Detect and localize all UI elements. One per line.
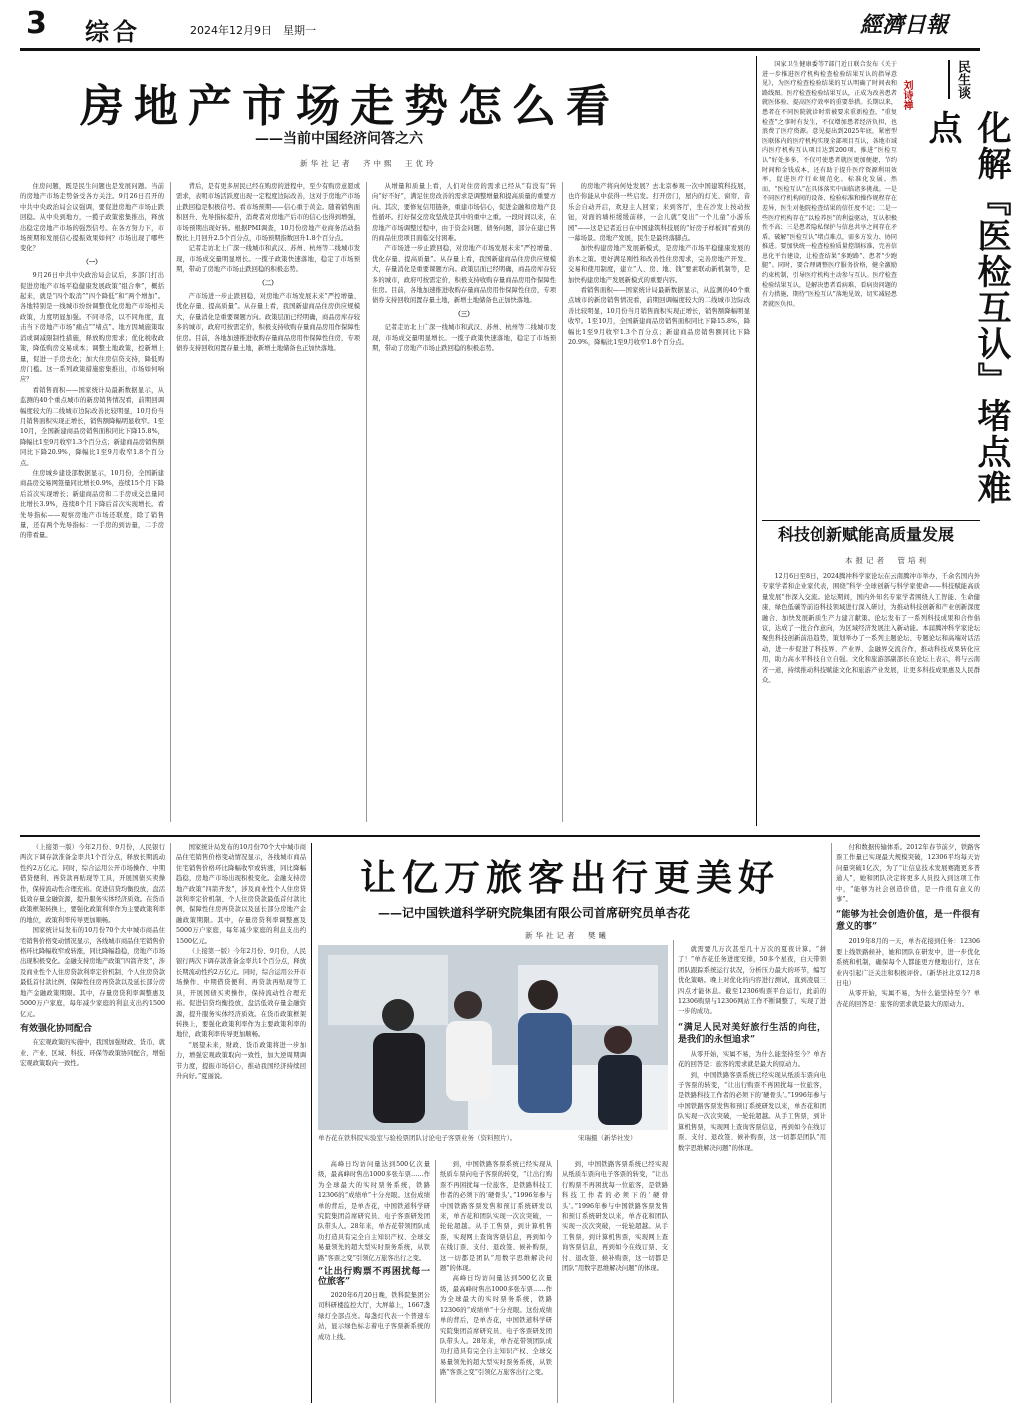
column-divider (831, 843, 832, 1403)
article4-title: 科技创新赋能高质量发展 (778, 525, 955, 544)
article2-byline: 新华社记者 樊曦 (525, 931, 609, 940)
news-photo (318, 945, 668, 1130)
body-paragraph: 到，中国铁路客票系统已经实现从纸质车票向电子客票的转变，“让出行购票不再困扰每一位旅客，是铁路科技工作者的必须下的‘硬骨头’。”1996年参与中国铁路客票发售和预订系统研发以来，单杏花和团队实现一次次突破，一轮轮超越。从手工售票，到计算机售票，实现网上查询客票信息，再到如今在线订票、支付、退改签、候补购票，这一切都是团队“用数字思维解决问题”的体现。 (440, 1161, 552, 1273)
body-paragraph: 12月6日至8日，2024腾冲科学家论坛在云南腾冲市举办，千余名国内外专家学者和企业家代表，围绕“科学·全球创新与科学家使命——科技赋能高质量发展”作深入交流。论坛期间，国内外知名专家学者围绕人工智能、生命健康、绿色低碳等前沿科技领域进行深入研讨，为推动科技创新和产业创新深度融合、加快发展新质生产力建言献策。论坛发布了一系列科技成果和合作倡议，达成了一批合作意向，为区域经济发展注入新动能。本届腾冲科学家论坛聚焦科技创新前沿趋势，策划举办了一系列主题论坛、专题论坛和高端对话活动，进一步促进了科技界、产业界、金融界交流合作，推动科技成果转化应用，助力高水平科技自立自强。文化和旅游部副部长在论坛上表示，将与云南省一道，持续推动科技赋能文化和旅游产业发展，让更多科技成果惠及人民群众。 (762, 573, 980, 685)
column-divider (562, 182, 563, 822)
body-paragraph: 记者走访北上广深一线城市和武汉、苏州、杭州等二线城市发现，市场成交量明显增长。一揽子政策快速落地，稳定了市场预期，带动了房地产市场止跌回稳的积极态势。 (372, 324, 556, 353)
body-paragraph: 国家统计局发布的10月份70个大中城市商品住宅销售价格变动情况显示，各线城市商品住宅销售价格环比降幅收窄或转涨，同比降幅趋稳，房地产市场出现积极变化。金融支持房地产政策“四箭齐发”，涉及商业性个人住房贷款利率定价机制、个人住房贷款最低首付款比例、保障性住房再贷款以及延长部分房地产金融政策期限。其中，存量房贷利率调整惠及5000万户家庭，每年减少家庭的利息支出约1500亿元。 (176, 844, 306, 945)
body-paragraph: 9月26日中共中央政治局会议后，多部门打出促进房地产市场平稳健康发展政策“组合拳”，概括起来，就是“四个取消”“四个降低”和“两个增加”。各地特别是一线城市纷纷调整优化房地产市场相关政策，力度明显加强。不同寻常，以不同角度，直击当下房地产市场“痛点”“堵点”。地方因城施策取消或调减限制性措施，释放购房需求；优化税收政策，降低购房交易成本；调整土地政策，控新增上量，促进一手房去化；加大住房信贷支持，降低购房门槛。这一系列政策措施密集推出，市场如何响应？ (20, 272, 164, 384)
body-paragraph: 看销售面积——国家统计局最新数据显示，从监测的40个重点城市的新房销售情况看，前期回调幅度较大的二线城市边际改善比较明显，10月份当月销售面积实现正增长，销售额降幅明显收窄。1至10月，全国新建商品房销售面积同比下降15.8%，降幅比1至9月收窄1.3个百分点；新建商品房销售额同比下降20.9%，降幅比1至9月收窄1.8个百分点。 (20, 386, 164, 467)
article2-title: 让亿万旅客出行更美好 (360, 857, 781, 899)
section-heading: （三） (454, 310, 474, 318)
header-rule (20, 48, 980, 51)
body-paragraph: 从零开始，实属不易，为什么能坚持至今？单杏花的回答是：旅客的需求就是最大的原动力。 (836, 990, 980, 1008)
column-divider (170, 182, 171, 822)
column-divider (557, 1160, 558, 1403)
column-tag: 民生谈 (948, 60, 972, 99)
body-paragraph: 从零开始，实属不易，为什么能坚持至今？单杏花的回答是：旅客的需求就是最大的原动力。 (678, 1050, 826, 1069)
commentary-body (762, 60, 897, 515)
body-paragraph: 住房问题，既是民生问题也是发展问题。当前的房地产市场走势备受各方关注。9月26日召开的中共中央政治局会议强调，要促进房地产市场止跌回稳。从中央到地方，一揽子政策密集推出，释放出稳定房地产市场的强烈信号。在各方努力下，市场预期和发展信心提振效果如何？市场出现了哪些变化？ (20, 183, 164, 253)
column-divider (673, 940, 674, 1403)
body-paragraph: 高峰日均访问量达到500亿次量级，最高峰时售出1000多张车票……作为全球最大的实时票务系统，铁路12306的“成绩单”十分亮眼。这份成绩单的背后，是单杏花，中国铁道科学研究院集团首席研究员、电子客票研发团队带头人。28年来，单杏花带领团队成功打造具有完全自主知识产权、全球交易量领先的超大型实时票务系统，从铁路“客票之变”引领亿万旅客出行之变。 (440, 1275, 552, 1377)
column-divider (435, 1160, 436, 1403)
section-heading: （二） (258, 279, 278, 287)
article2-column-5 (836, 843, 980, 1403)
column-divider (366, 182, 367, 822)
photo-illustration (318, 945, 668, 1130)
body-paragraph: 付和数据传输体系。2012年春节前夕，铁路客票工作量已实现最大规模突破，12306平均每天访问量突破1亿次，为了“让信息技术发展赛跑更多普通人”，她和团队决定将更多人员投入到这项工作中，“能够为社会创造价值，是一件很有意义的事”。 (836, 844, 980, 904)
article1-title: 房地产市场走势怎么看 (80, 81, 620, 132)
body-paragraph: 2020年6月20日晚，铁科院集团公司科研楼监控大厅，大屏幕上，1667盏绿灯全部点亮。每盏灯代表一个普速车站，显示绿色标志着电子客票新系统的成功上线。 (318, 1291, 430, 1341)
body-paragraph: 记者走访北上广深一线城市和武汉、苏州、杭州等二线城市发现，市场成交量明显增长。一揽子政策快速落地，稳定了市场预期，带动了房地产市场止跌回稳的积极态势。 (176, 245, 360, 274)
section-heading: （一） (82, 258, 102, 266)
section-name: 综合 (85, 17, 141, 46)
commentary-author: 刘诗禅 (901, 80, 912, 110)
newspaper-logo: 經濟日報 (860, 12, 949, 38)
body-paragraph: 产市场进一步止跌回稳，对房地产市场发展未来“严控增量、优化存量、提高质量”。从存量上看，我国新建商品住房供应规模大，存量消化是重要课题方向。政策层面已经明确，商品房库存较多的城市，政府可按需定价，积极支持收购存量商品房用作保障性住房。目前，各地加速推进收购存量商品房用作保障性住房，专项债券支持回收闲置存量土地，新增土地储备也正加快落地。 (176, 293, 360, 353)
body-paragraph: （上接第一版）今年2月份、9月份，人民银行两次下调存款准备金率共1个百分点，释放长期流动性约2万亿元。同时，综合运用公开市场操作、中期借贷便利、再贷款再贴现等工具，开展国债买卖操作，保持流动性合理充裕。促进信贷均衡投放，盘活低效存量金融资源，提升服务实体经济质效。在货币政策框架转换上，要强化政策利率作为主要政策利率的地位，政策利率传导更加顺畅。 (20, 844, 165, 924)
issue-date: 2024年12月9日 星期一 (190, 24, 316, 37)
article2-subtitle: ——记中国铁道科学研究院集团有限公司首席研究员单杏花 (378, 906, 691, 920)
body-paragraph: 住房城乡建设部数据显示，10月份，全国新建商品房交易网签量同比增长0.9%，连续15个月下降后首次实现增长；新建商品房和二手房成交总量同比增长3.9%，连续8个月下降后首次实现增长。看先导指标——观察房地产市场还联度，除了销售量，还有两个先导指标：一手房的到访量，二手房的带看量。 (20, 469, 164, 540)
body-paragraph: 2019年8月的一天，单杏花接到任务：12306要上线铁路候补，她和团队在研发中，进一步优化系统和机制，确保每个人都能更方便地出行，这在业内引起广泛关注和积极评价。（新华社北京12月8日电） (836, 938, 980, 988)
article1-column-2 (176, 182, 360, 822)
subheading: “满足人民对美好旅行生活的向往，是我们的永恒追求” (678, 1022, 826, 1045)
body-paragraph: 背后，是有更多居民已经在购房的进程中，至少有购房意愿或需求，表明市场活跃度出现一定程度边际改善，这对于房地产市场止跌回稳是积极信号。看市场预期——信心重于黄金。随着销售面积回升、先导指标提升，消费者对房地产后市的信心也得到增强，市场预期出现好转。根据PMI调查，10月份房地产业商务活动指数比上月回升2.5个百分点，市场预期指数回升1.8个百分点。 (176, 183, 360, 243)
body-paragraph: （上接第一版）今年2月份、9月份，人民银行两次下调存款准备金率共1个百分点，释放长期流动性约2万亿元。同时，综合运用公开市场操作、中期借贷便利、再贷款再贴现等工具，开展国债买卖操作，保持流动性合理充裕。促进信贷均衡投放，盘活低效存量金融资源，提升服务实体经济质效。在货币政策框架转换上，要强化政策利率作为主要政策利率的地位，政策利率传导更加顺畅。 (176, 948, 306, 1039)
section-rule (20, 835, 980, 837)
article1-column-3 (372, 182, 556, 822)
body-paragraph: 国家统计局发布的10月份70个大中城市商品住宅销售价格变动情况显示，各线城市商品住宅销售价格环比降幅收窄或转涨，同比降幅趋稳，房地产市场出现积极变化。金融支持房地产政策“四箭齐发”，涉及商业性个人住房贷款利率定价机制、个人住房贷款最低首付款比例、保障性住房再贷款以及延长部分房地产金融政策期限。其中，存量房贷利率调整惠及5000万户家庭，每年减少家庭的利息支出约1500亿元。 (20, 927, 165, 1018)
subheading: “能够为社会创造价值，是一件很有意义的事” (836, 910, 980, 933)
body-paragraph: 到，中国铁路客票系统已经实现从纸质车票向电子客票的转变，“让出行购票不再困扰每一位旅客，是铁路科技工作者的必须下的‘硬骨头’。”1996年参与中国铁路客票发售和预订系统研发以来，单杏花和团队实现一次次突破，一轮轮超越。从手工售票，到计算机售票，实现网上查询客票信息，再到如今在线订票、支付、退改签、候补购票，这一切都是团队“用数字思维解决问题”的体现。 (562, 1161, 668, 1273)
body-paragraph: 在宏观政策的实施中，我国加强财政、货币、就业、产业、区域、科技、环保等政策协同配合，增强宏观政策取向一致性。 (20, 1039, 165, 1068)
body-paragraph: 看销售面积——国家统计局最新数据显示，从监测的40个重点城市的新房销售情况看，前期回调幅度较大的二线城市边际改善比较明显，10月份当月销售面积实现正增长，销售额降幅明显收窄。1至10月，全国新建商品房销售面积同比下降15.8%，降幅比1至9月收窄1.3个百分点；新建商品房销售额同比下降20.9%，降幅比1至9月收窄1.8个百分点。 (568, 287, 750, 347)
column-divider (170, 843, 171, 1403)
subheading: 有效强化协同配合 (20, 1023, 93, 1034)
body-paragraph: 的房地产将向何处发展？去北京参观一次中国建筑科技展，也许你能从中获得一些启发。打开房门，屋内的灯光、窗帘、音乐会自动开启，欢迎主人回家；来到客厅，坐在沙发上按动按钮，对面的墙柜缓缓前移，一会儿就“变出”一个儿童“小游乐园”——这是记者近日在中国建筑科技展的“好房子样板间”看到的一幕场景。房地产发展，民生是最终落脚点。 (568, 183, 750, 243)
article4-byline: 本报记者 管培利 (845, 556, 929, 565)
subheading: “让出行购票不再困扰每一位旅客” (318, 1267, 430, 1288)
article2-column-1 (318, 1160, 430, 1403)
article1-byline: 新华社记者 齐中熙 王优玲 (300, 159, 437, 168)
body-paragraph: “展望未来，财政、货币政策将进一步加力，增强宏观政策取向一致性，加大逆周期调节力度，提振市场信心，推动我国经济持续回升向好。”夏丽说。 (176, 1041, 306, 1080)
continued-column-1 (20, 843, 165, 1403)
box-rule (762, 520, 980, 521)
article2-column-3 (562, 1160, 668, 1403)
article4-body (762, 572, 980, 824)
continued-column-2 (176, 843, 306, 1403)
body-paragraph: 产市场进一步止跌回稳，对房地产市场发展未来“严控增量、优化存量、提高质量”。从存量上看，我国新建商品住房供应规模大，存量消化是重要课题方向。政策层面已经明确，商品房库存较多的城市，政府可按需定价，积极支持收购存量商品房用作保障性住房。目前，各地加速推进收购存量商品房用作保障性住房，专项债券支持回收闲置存量土地，新增土地储备也正加快落地。 (372, 245, 556, 305)
body-paragraph: 就需要几万次甚至几十万次的夏夜计算。“拼了！”单杏花任务进度安排，50多个星夜，白天带领团队跟踪系统运行状况，分析压力最大的环节，编写优化策略。晚上对优化的内容进行测试，直到凌晨三四点才能休息。截至12306购票平台运行，此前的12306购票与12306网站工作不断调整了，实现了进一步的成功。 (678, 946, 826, 1016)
body-paragraph: 从增量和质量上看，人们对住房的需求已经从“有没有”转向“好不好”，满足住房改善的需求是调整增量和提高质量的重要方向。其次，要修复信用链条，重建市场信心，促进金融和房地产良性循环。打好保交房攻坚战是其中的重中之重。一段时间以来，在房地产市场调整过程中，由于资金问题、债务问题，部分在建已售的商品住房项目面临交付困难。 (372, 183, 556, 243)
body-paragraph: 加快构建房地产发展新模式，是房地产市场平稳健康发展的治本之策。更好满足刚性和改善性住房需求，完善房地产开发、交易和使用制度，建立“人、房、地、钱”要素联动新机制等，是加快构建房地产发展新模式的重要内容。 (568, 245, 750, 284)
article2-column-4 (678, 945, 826, 1403)
body-paragraph: 高峰日均访问量达到500亿次量级，最高峰时售出1000多张车票……作为全球最大的实时票务系统，铁路12306的“成绩单”十分亮眼。这份成绩单的背后，是单杏花，中国铁道科学研究院集团首席研究员、电子客票研发团队带头人。28年来，单杏花带领团队成功打造具有完全自主知识产权、全球交易量领先的超大型实时票务系统，从铁路“客票之变”引领亿万旅客出行之变。 (318, 1161, 430, 1262)
article1-column-1 (20, 182, 164, 822)
article1-subtitle: ——当前中国经济问答之六 (255, 131, 423, 147)
commentary-title: 化解『医检互认』堵点难点 (922, 110, 1011, 506)
body-paragraph: 国家卫生健康委等7部门近日联合发布《关于进一步推进医疗机构检查检验结果互认的指导意见》，为医疗检查检验结果的互认明确了时间表和路线图。医疗检查检验结果互认，正成为改善患者就医体验、提高医疗效率的重要举措。长期以来，患者在不同医院就诊时常被要求重新检查，“重复检查”之事时有发生，不仅增加患者经济负担，也浪费了医疗资源。意见提出到2025年底，紧密型医联体内的医疗机构实现全部项目互认，各地市域内医疗机构互认项目达到200项。推进“医检互认”好处多多，不仅可使患者就医更加便捷，节约时间和金钱成本，还有助于提升医疗资源利用效率，促进医疗行业规范化、标准化发展。然而，“医检互认”在具体落实中面临诸多挑战。一是不同医疗机构间的设备、检验标准和操作规程存在差异，医生对他院检查结果的信任度不足；二是一些医疗机构存在“以检养医”的利益驱动，互认积极性不高；三是患者隐私保护与信息共享之间存在矛盾。破解“医检互认”堵点难点，需多方发力、协同推进。要加快统一检查检验质量控制标准，完善信息化平台建设，让检查结果“多跑路”、患者“少跑腿”。同时，要合理调整医疗服务价格，健全激励约束机制，引导医疗机构主动参与互认。医疗检查检验结果互认，是解决患者看病难、看病贵问题的有力措施，期待“医检互认”落地见效，切实减轻患者就医负担。 (762, 61, 897, 308)
sidebar-divider (756, 56, 757, 826)
column-divider (311, 843, 312, 1403)
article2-column-2 (440, 1160, 552, 1403)
body-paragraph: 到，中国铁路客票系统已经实现从纸质车票向电子客票的转变，“让出行购票不再困扰每一位旅客，是铁路科技工作者的必须下的‘硬骨头’。”1996年参与中国铁路客票发售和预订系统研发以来，单杏花和团队实现一次次突破，一轮轮超越。从手工售票，到计算机售票，实现网上查询客票信息，再到如今在线订票、支付、退改签、候补购票，这一切都是团队“用数字思维解决问题”的体现。 (678, 1071, 826, 1152)
photo-caption: 单杏花在铁科院实验室与验检票团队讨论电子客票业务（资料照片）。 宋瑞摄（新华社发） (318, 1134, 637, 1142)
page-number: 3 (26, 6, 47, 41)
article1-column-4 (568, 182, 750, 822)
